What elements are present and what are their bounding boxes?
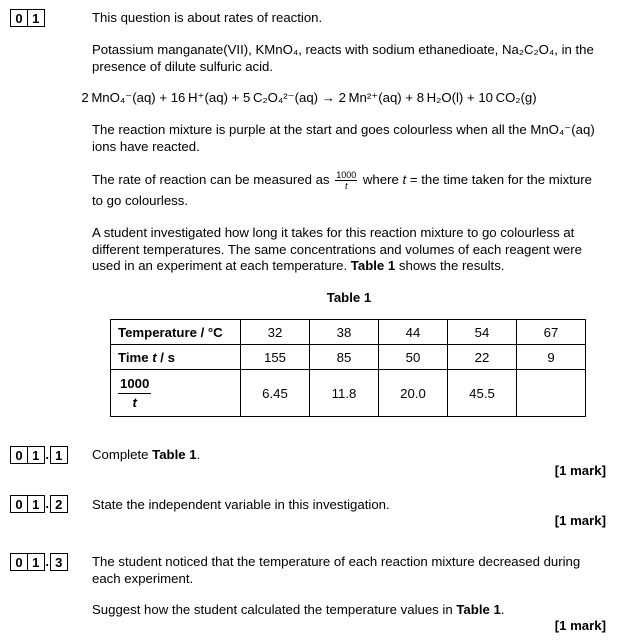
- part-number-digit: 1: [27, 446, 45, 464]
- part-1-mark: [1 mark]: [554, 463, 606, 478]
- rate-text-where: where: [362, 172, 399, 187]
- part-1-period: .: [196, 447, 201, 462]
- question-number-box: [10, 9, 45, 27]
- rate-cell: 11.8: [310, 370, 379, 417]
- rate-text-before: The rate of reaction can be measured as: [92, 172, 330, 187]
- results-table: [110, 319, 586, 417]
- table-reference: Table 1: [350, 258, 396, 273]
- row-label-rate: [111, 370, 241, 417]
- investigation-text: A student investigated how long it takes for this reaction mixture to go colourless at different temperatures. The same concentrations and volumes of each reagent were used in an experiment at each temperature.: [92, 225, 582, 273]
- rate-row-fraction: [118, 376, 151, 410]
- investigation-text-end: shows the results.: [398, 258, 505, 273]
- rate-row-denominator: t: [132, 395, 137, 410]
- rate-fraction: [335, 170, 357, 191]
- part-3-instruction: Suggest how the student calculated the temperature values in: [92, 602, 453, 617]
- reaction-description: Potassium manganate(VII), KMnO₄, reacts with sodium ethanedioate, Na₂C₂O₄, in the presence of dilute sulfuric acid.: [92, 42, 594, 74]
- part-2-mark: [1 mark]: [554, 513, 606, 528]
- part-number-digit: 0: [10, 446, 28, 464]
- colour-change-paragraph: The reaction mixture is purple at the start and goes colourless when all the MnO₄⁻(aq) ions have reacted.: [92, 122, 595, 154]
- part-number-digit: 1: [27, 553, 45, 571]
- rate-cell: 45.5: [448, 370, 517, 417]
- rate-fraction-numerator: 1000: [336, 170, 357, 181]
- table-caption: Table 1: [326, 290, 372, 305]
- part-3-mark: [1 mark]: [554, 618, 606, 633]
- part-3-table-ref: Table 1: [456, 602, 501, 617]
- part-3-period: .: [500, 602, 505, 617]
- question-number-digit: 1: [27, 9, 45, 27]
- rate-fraction-denominator: t: [344, 181, 348, 192]
- part-number-dot: .: [45, 554, 50, 569]
- time-cell: 9: [517, 345, 586, 370]
- question-intro: This question is about rates of reaction.: [92, 10, 323, 25]
- rate-text-line2: to go colourless.: [92, 193, 189, 209]
- part-1-table-ref: Table 1: [152, 447, 197, 462]
- temperature-cell: 32: [241, 320, 310, 345]
- part-3-suggest: [92, 602, 607, 619]
- question-number-digit: 0: [10, 9, 28, 27]
- part-number-dot: .: [45, 447, 50, 462]
- part-number-digit: 2: [50, 495, 68, 513]
- part-number-digit: 1: [50, 446, 68, 464]
- temperature-cell: 38: [310, 320, 379, 345]
- part-3-text: The student noticed that the temperature of each reaction mixture decreased during each experiment.: [92, 554, 581, 586]
- investigation-paragraph: [92, 225, 607, 275]
- part-number-digit: 1: [27, 495, 45, 513]
- reaction-equation: 2 MnO₄⁻(aq) + 16 H⁺(aq) + 5 C₂O₄²⁻(aq) → 2 Mn²⁺(aq) + 8 H₂O(l) + 10 CO₂(g): [81, 90, 537, 105]
- temperature-cell: 44: [379, 320, 448, 345]
- rate-text-after: = the time taken for the mixture: [409, 172, 592, 187]
- time-cell: 85: [310, 345, 379, 370]
- temperature-cell: 67: [517, 320, 586, 345]
- time-label-unit: / s: [160, 349, 175, 365]
- table-row-rate: [111, 370, 586, 417]
- time-label-word: Time: [118, 349, 149, 365]
- part-number-digit: 3: [50, 553, 68, 571]
- row-label-time: [111, 345, 241, 370]
- rate-cell: 6.45: [241, 370, 310, 417]
- table-row-temperature: [111, 320, 586, 345]
- time-label-variable: t: [152, 349, 157, 365]
- table-row-time: [111, 345, 586, 370]
- rate-variable-t: t: [402, 172, 407, 187]
- time-cell: 22: [448, 345, 517, 370]
- rate-definition-paragraph: [92, 170, 607, 211]
- part-number-box: [10, 553, 68, 571]
- part-2-text: State the independent variable in this investigation.: [92, 497, 390, 512]
- part-1-instruction: Complete: [92, 447, 149, 462]
- part-number-box: [10, 446, 68, 464]
- rate-cell: 20.0: [379, 370, 448, 417]
- rate-row-numerator: 1000: [118, 376, 151, 394]
- part-number-digit: 0: [10, 495, 28, 513]
- part-number-digit: 0: [10, 553, 28, 571]
- part-number-box: [10, 495, 68, 513]
- part-1-text: [92, 447, 607, 464]
- rate-cell-empty[interactable]: [517, 370, 586, 417]
- time-cell: 155: [241, 345, 310, 370]
- time-cell: 50: [379, 345, 448, 370]
- row-label-temperature: Temperature / °C: [111, 320, 241, 345]
- part-number-dot: .: [45, 496, 50, 511]
- temperature-cell: 54: [448, 320, 517, 345]
